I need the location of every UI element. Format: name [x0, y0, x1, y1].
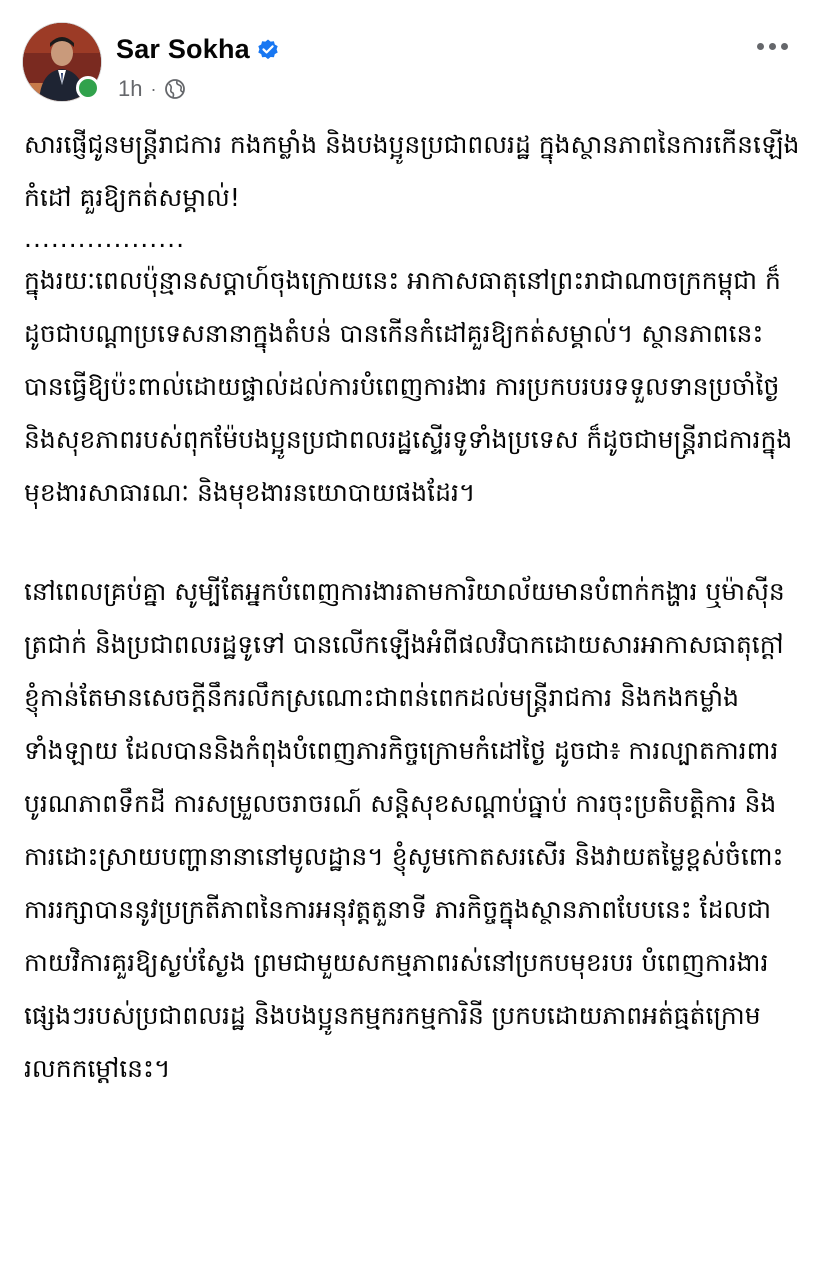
meta-separator: ·: [150, 79, 157, 99]
post-paragraph: នៅពេលគ្រប់គ្នា សូម្បីតែអ្នកបំពេញការងារតាមការិយាល័យមានបំពាក់កង្ហារ ឬម៉ាស៊ីនត្រជាក់ និងប្រជាពលរដ្ឋទូទៅ បានលើកឡើងអំពីផលវិបាកដោយសារអាកាសធាតុក្តៅ ខ្ញុំកាន់តែមានសេចក្តីនឹករលឹកស្រណោះជាពន់ពេកដល់មន្ត្រីរាជការ និងកងកម្លាំងទាំងឡាយ ដែលបាននិងកំពុងបំពេញភារកិច្ចក្រោមកំដៅថ្ងៃ ដូចជា៖ ការល្បាតការពារបូរណភាពទឹកដី ការសម្រួលចរាចរណ៍ សន្តិសុខសណ្តាប់ធ្នាប់ ការចុះប្រតិបត្តិការ និងការដោះស្រាយបញ្ហានានានៅមូលដ្ឋាន។ ខ្ញុំសូមកោតសរសើរ និងវាយតម្លៃខ្ពស់ចំពោះការរក្សាបាននូវប្រក្រតីភាពនៃការអនុវត្តតួនាទី ភារកិច្ចក្នុងស្ថានភាពបែបនេះ ដែលជាកាយវិការគួរឱ្យស្ងប់ស្ងែង ព្រមជាមួយសកម្មភាពរស់នៅប្រកបមុខរបរ បំពេញការងារផ្សេងៗរបស់ប្រជាពលរដ្ឋ និងបងប្អូនកម្មករកម្មការិនី ប្រកបដោយភាពអត់ធ្មត់ក្រោមរលកកម្តៅនេះ។: [24, 577, 785, 1083]
post-title: សារផ្ញើជូនមន្ត្រីរាជការ កងកម្លាំង និងបងប្អូនប្រជាពលរដ្ឋ ក្នុងស្ថានភាពនៃការកើនឡើងកំដៅ គួរឱ្យកត់សម្គាល់!: [24, 130, 800, 212]
online-status-dot: [76, 76, 100, 100]
post-header: [22, 22, 802, 108]
author-name[interactable]: Sar Sokha: [116, 34, 250, 64]
author-name-row: [116, 34, 280, 65]
verified-badge-icon: [256, 38, 280, 62]
post-body: [24, 118, 800, 1095]
more-options-icon[interactable]: [750, 30, 794, 62]
post-separator: ..................: [24, 224, 186, 253]
author-avatar[interactable]: [22, 22, 102, 102]
post-timestamp[interactable]: 1h: [118, 76, 143, 101]
more-dot: [757, 43, 764, 50]
globe-icon[interactable]: [164, 78, 186, 100]
more-dot: [769, 43, 776, 50]
post-meta: [118, 76, 186, 102]
post-paragraph: ក្នុងរយៈពេលប៉ុន្មានសប្តាហ៍ចុងក្រោយនេះ អាកាសធាតុនៅព្រះរាជាណាចក្រកម្ពុជា ក៏ដូចជាបណ្តាប្រទេសនានាក្នុងតំបន់ បានកើនកំដៅគួរឱ្យកត់សម្គាល់។ ស្ថានភាពនេះ បានធ្វើឱ្យប៉ះពាល់ដោយផ្ទាល់ដល់ការបំពេញការងារ ការប្រកបរបរទទួលទានប្រចាំថ្ងៃ និងសុខភាពរបស់ពុកម៉ែបងប្អូនប្រជាពលរដ្ឋស្ទើរទូទាំងប្រទេស ក៏ដូចជាមន្ត្រីរាជការក្នុងមុខងារសាធារណៈ និងមុខងារនយោបាយផងដែរ។: [24, 266, 793, 507]
more-dot: [781, 43, 788, 50]
